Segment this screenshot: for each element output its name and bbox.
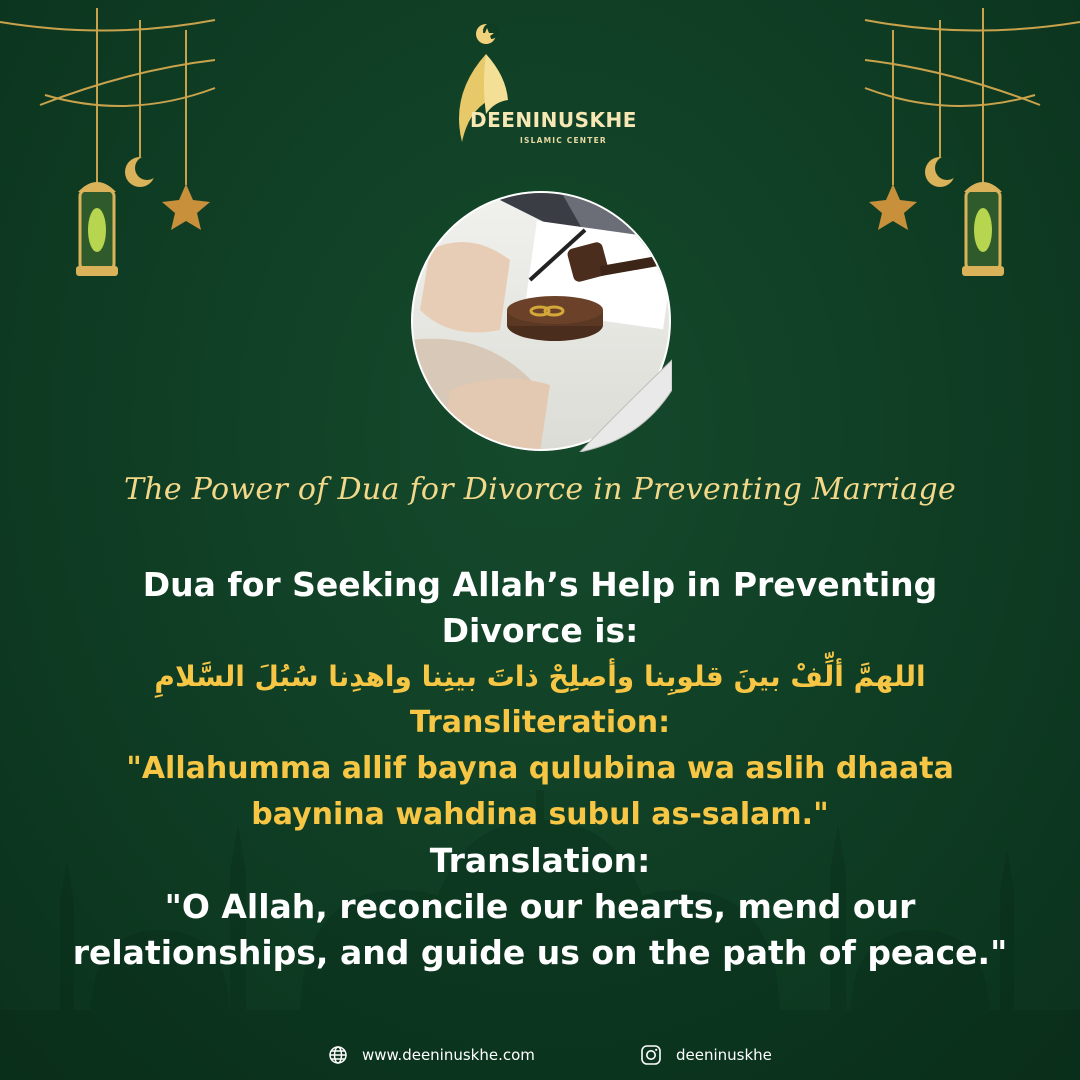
divorce-gavel-photo xyxy=(410,190,672,452)
heading-line-2: Divorce is: xyxy=(441,611,639,650)
translation-line-1: "O Allah, reconcile our hearts, mend our xyxy=(164,887,916,926)
lantern-icon xyxy=(76,182,118,276)
arabic-dua: اللهمَّ ألِّفْ بينَ قلوبِنا وأصلِحْ ذاتَ بينِنا واهدِنا سُبُلَ السَّلامِ xyxy=(154,660,926,693)
star-icon xyxy=(162,184,210,230)
hanging-decorations-right xyxy=(840,0,1080,300)
globe-icon xyxy=(328,1045,348,1065)
star-icon xyxy=(869,184,917,230)
crescent-icon xyxy=(125,156,159,187)
footer-website[interactable] xyxy=(328,1040,535,1070)
transliteration-label: Transliteration: xyxy=(409,705,671,740)
crescent-star-icon xyxy=(476,23,499,44)
instagram-icon xyxy=(640,1044,662,1066)
translation-line-2: relationships, and guide us on the path of peace." xyxy=(72,933,1008,972)
footer-instagram[interactable] xyxy=(640,1040,772,1070)
transliteration-line-1: "Allahumma allif bayna qulubina wa aslih dhaata xyxy=(126,751,954,786)
lantern-icon xyxy=(962,182,1004,276)
transliteration-line-2: baynina wahdina subul as-salam." xyxy=(251,797,829,832)
instagram-handle[interactable]: deeninuskhe xyxy=(676,1046,772,1064)
dua-content xyxy=(60,562,1020,976)
crescent-icon xyxy=(925,156,959,187)
brand-name: DEENINUSKHE xyxy=(470,108,637,132)
heading-line-1: Dua for Seeking Allah’s Help in Preventing xyxy=(142,565,938,604)
hanging-decorations-left xyxy=(0,0,240,300)
logo-mark xyxy=(430,14,660,154)
brand-subtitle: ISLAMIC CENTER xyxy=(520,136,607,145)
website-link[interactable]: www.deeninuskhe.com xyxy=(362,1046,535,1064)
translation-label: Translation: xyxy=(429,841,651,880)
script-title: The Power of Dua for Divorce in Preventing Marriage xyxy=(123,472,957,507)
